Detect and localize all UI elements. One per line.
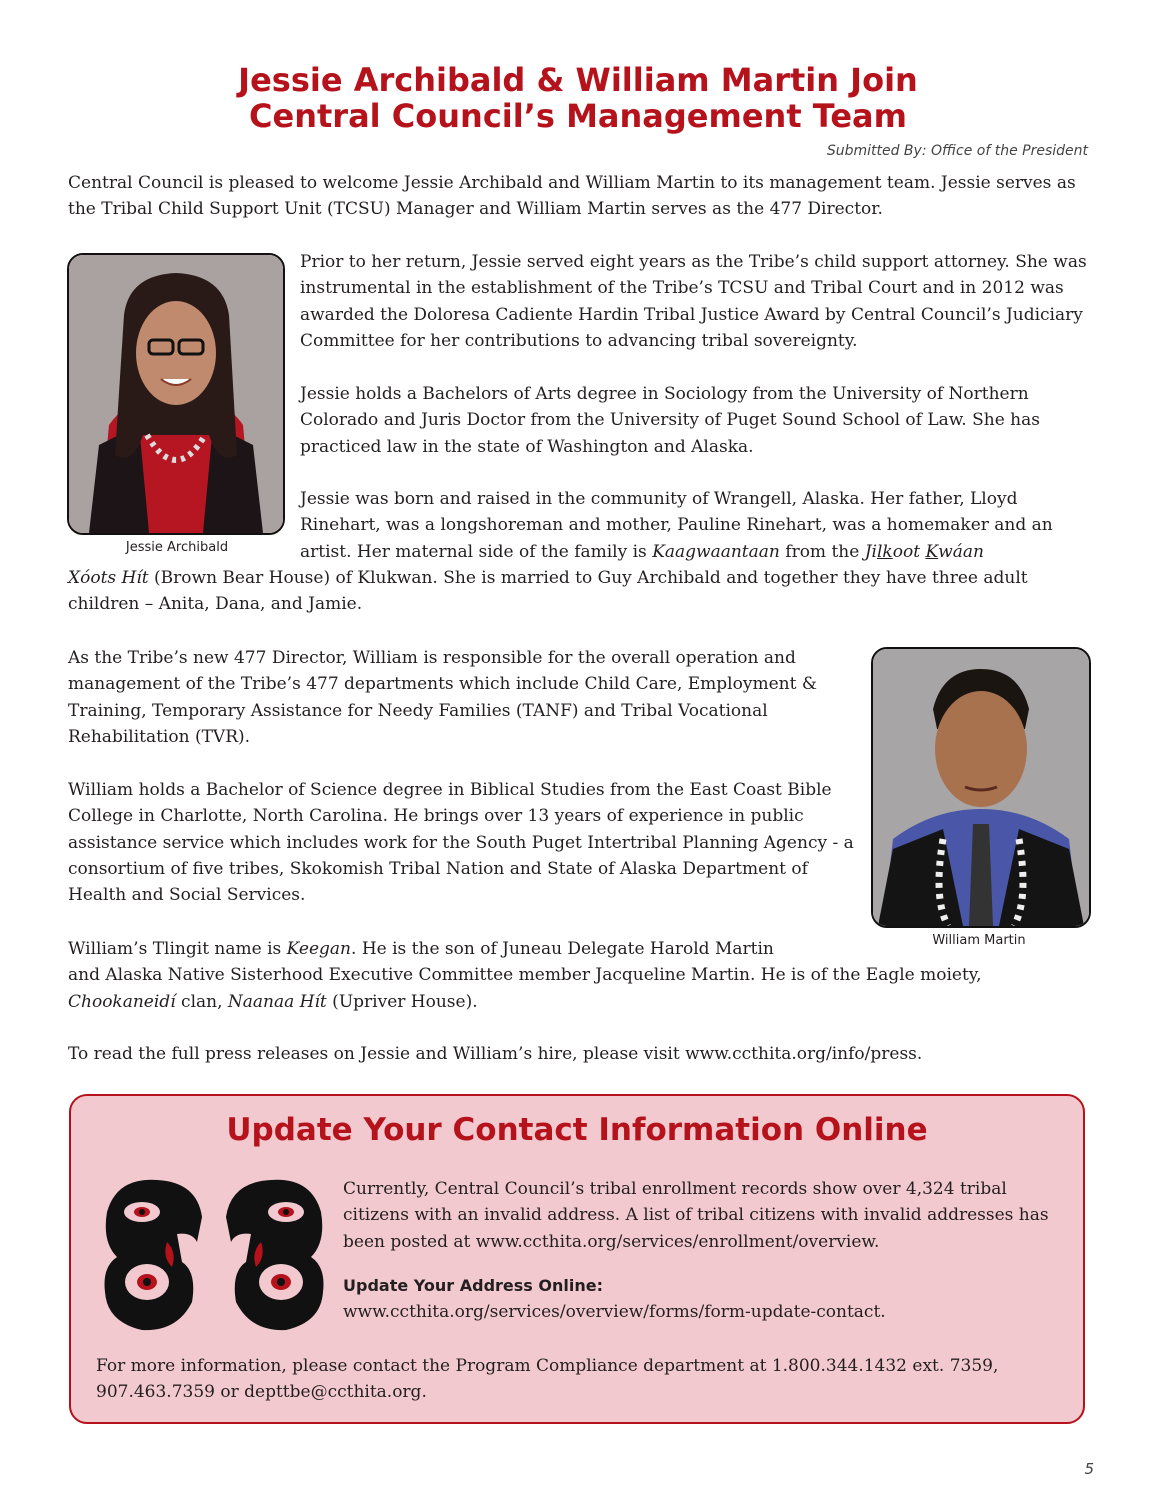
byline: Submitted By: Office of the President <box>826 143 1088 159</box>
article-title-line2: Central Council’s Management Team <box>249 97 907 135</box>
jessie-paragraph-2: Jessie holds a Bachelors of Arts degree in Sociology from the University of Northern Colorado and Juris Doctor from the University of Puget Sound School of Law. She has practiced law in the state of Washington and Alaska. <box>300 384 1040 457</box>
contact-box-title: Update Your Contact Information Online <box>226 1112 928 1148</box>
portrait-woman-image <box>69 255 283 533</box>
update-contact-url[interactable]: www.ccthita.org/services/overview/forms/form-update-contact. <box>343 1302 886 1322</box>
portrait-man-image <box>873 649 1089 926</box>
william-paragraph-1: As the Tribe’s new 477 Director, William is responsible for the overall operation and management of the Tribe’s 477 departments which include Child Care, Employment & Training, Temporary Assistance for Needy Families (TANF) and Tribal Vocational Rehabilitation (TVR). <box>68 648 817 747</box>
jessie-paragraph-1: Prior to her return, Jessie served eight years as the Tribe’s child support attorney. She was instrumental in the establishment of the Tribe’s TCSU and Tribal Court and in 2012 was awarded the Doloresa Cadiente Hardin Tribal Justice Award by Central Council’s Judiciary Committee for her contributions to advancing tribal sovereignty. <box>300 252 1087 351</box>
jessie-paragraph-3-part2: Xóots Hít (Brown Bear House) of Klukwan. She is married to Guy Archibald and together they have three adult children – Anita, Dana, and Jamie. <box>68 568 1028 615</box>
contact-info-box <box>69 1094 1085 1424</box>
house-name-william: Naanaa Hít <box>227 991 327 1012</box>
intro-paragraph: Central Council is pleased to welcome Jessie Archibald and William Martin to its management team. Jessie serves as the Tribal Child Support Unit (TCSU) Manager and William Martin serves as the 477 Director. <box>68 173 1076 220</box>
closing-paragraph: To read the full press releases on Jessie and William’s hire, please visit www.ccthita.org/info/press. <box>68 1044 923 1064</box>
jessie-photo-caption: Jessie Archibald <box>125 540 229 555</box>
page-number: 5 <box>1084 1460 1094 1478</box>
house-name-part1: Jilkoot Kwáan <box>864 541 984 562</box>
article-title-line1: Jessie Archibald & William Martin Join <box>238 61 918 99</box>
tlingit-formline-art-icon <box>97 1172 331 1334</box>
william-photo-caption: William Martin <box>932 933 1026 948</box>
clan-name: Kaagwaantaan <box>652 541 780 562</box>
william-paragraph-2: William holds a Bachelor of Science degree in Biblical Studies from the East Coast Bible College in Charlotte, North Carolina. He brings over 13 years of experience in public assistance service which includes work for the South Puget Intertribal Planning Agency - a consortium of five tribes, Skokomish Tribal Nation and State of Alaska Department of Health and Social Services. <box>68 780 854 906</box>
william-martin-photo <box>871 647 1091 928</box>
william-paragraph-3: William’s Tlingit name is Keegan. He is the son of Juneau Delegate Harold Martin and Alaska Native Sisterhood Executive Committee member Jacqueline Martin. He is of the Eagle moiety, Chookaneidí clan, Naanaa Hít (Upriver House). <box>68 939 982 1012</box>
update-address-label: Update Your Address Online: <box>343 1276 603 1295</box>
house-name-part2: Xóots Hít <box>68 568 149 588</box>
contact-box-footer: For more information, please contact the Program Compliance department at 1.800.344.1432 ext. 7359, 907.463.7359 or depttbe@ccthita.org. <box>96 1356 999 1403</box>
jessie-paragraph-3-part1: Jessie was born and raised in the community of Wrangell, Alaska. Her father, Lloyd Rinehart, was a longshoreman and mother, Pauline Rinehart, was a homemaker and an artist. Her maternal side of the family is Kaagwaantaan from the Jilkoot Kwáan <box>300 489 1053 562</box>
clan-name-william: Chookaneidí <box>68 991 176 1012</box>
jessie-archibald-photo <box>67 253 285 535</box>
tlingit-name: Keegan <box>286 939 352 959</box>
contact-box-text: Currently, Central Council’s tribal enrollment records show over 4,324 tribal citizens with an invalid address. A list of tribal citizens with invalid addresses has been posted at www.ccthita.org/services/enrollment/overview. <box>343 1179 1049 1252</box>
